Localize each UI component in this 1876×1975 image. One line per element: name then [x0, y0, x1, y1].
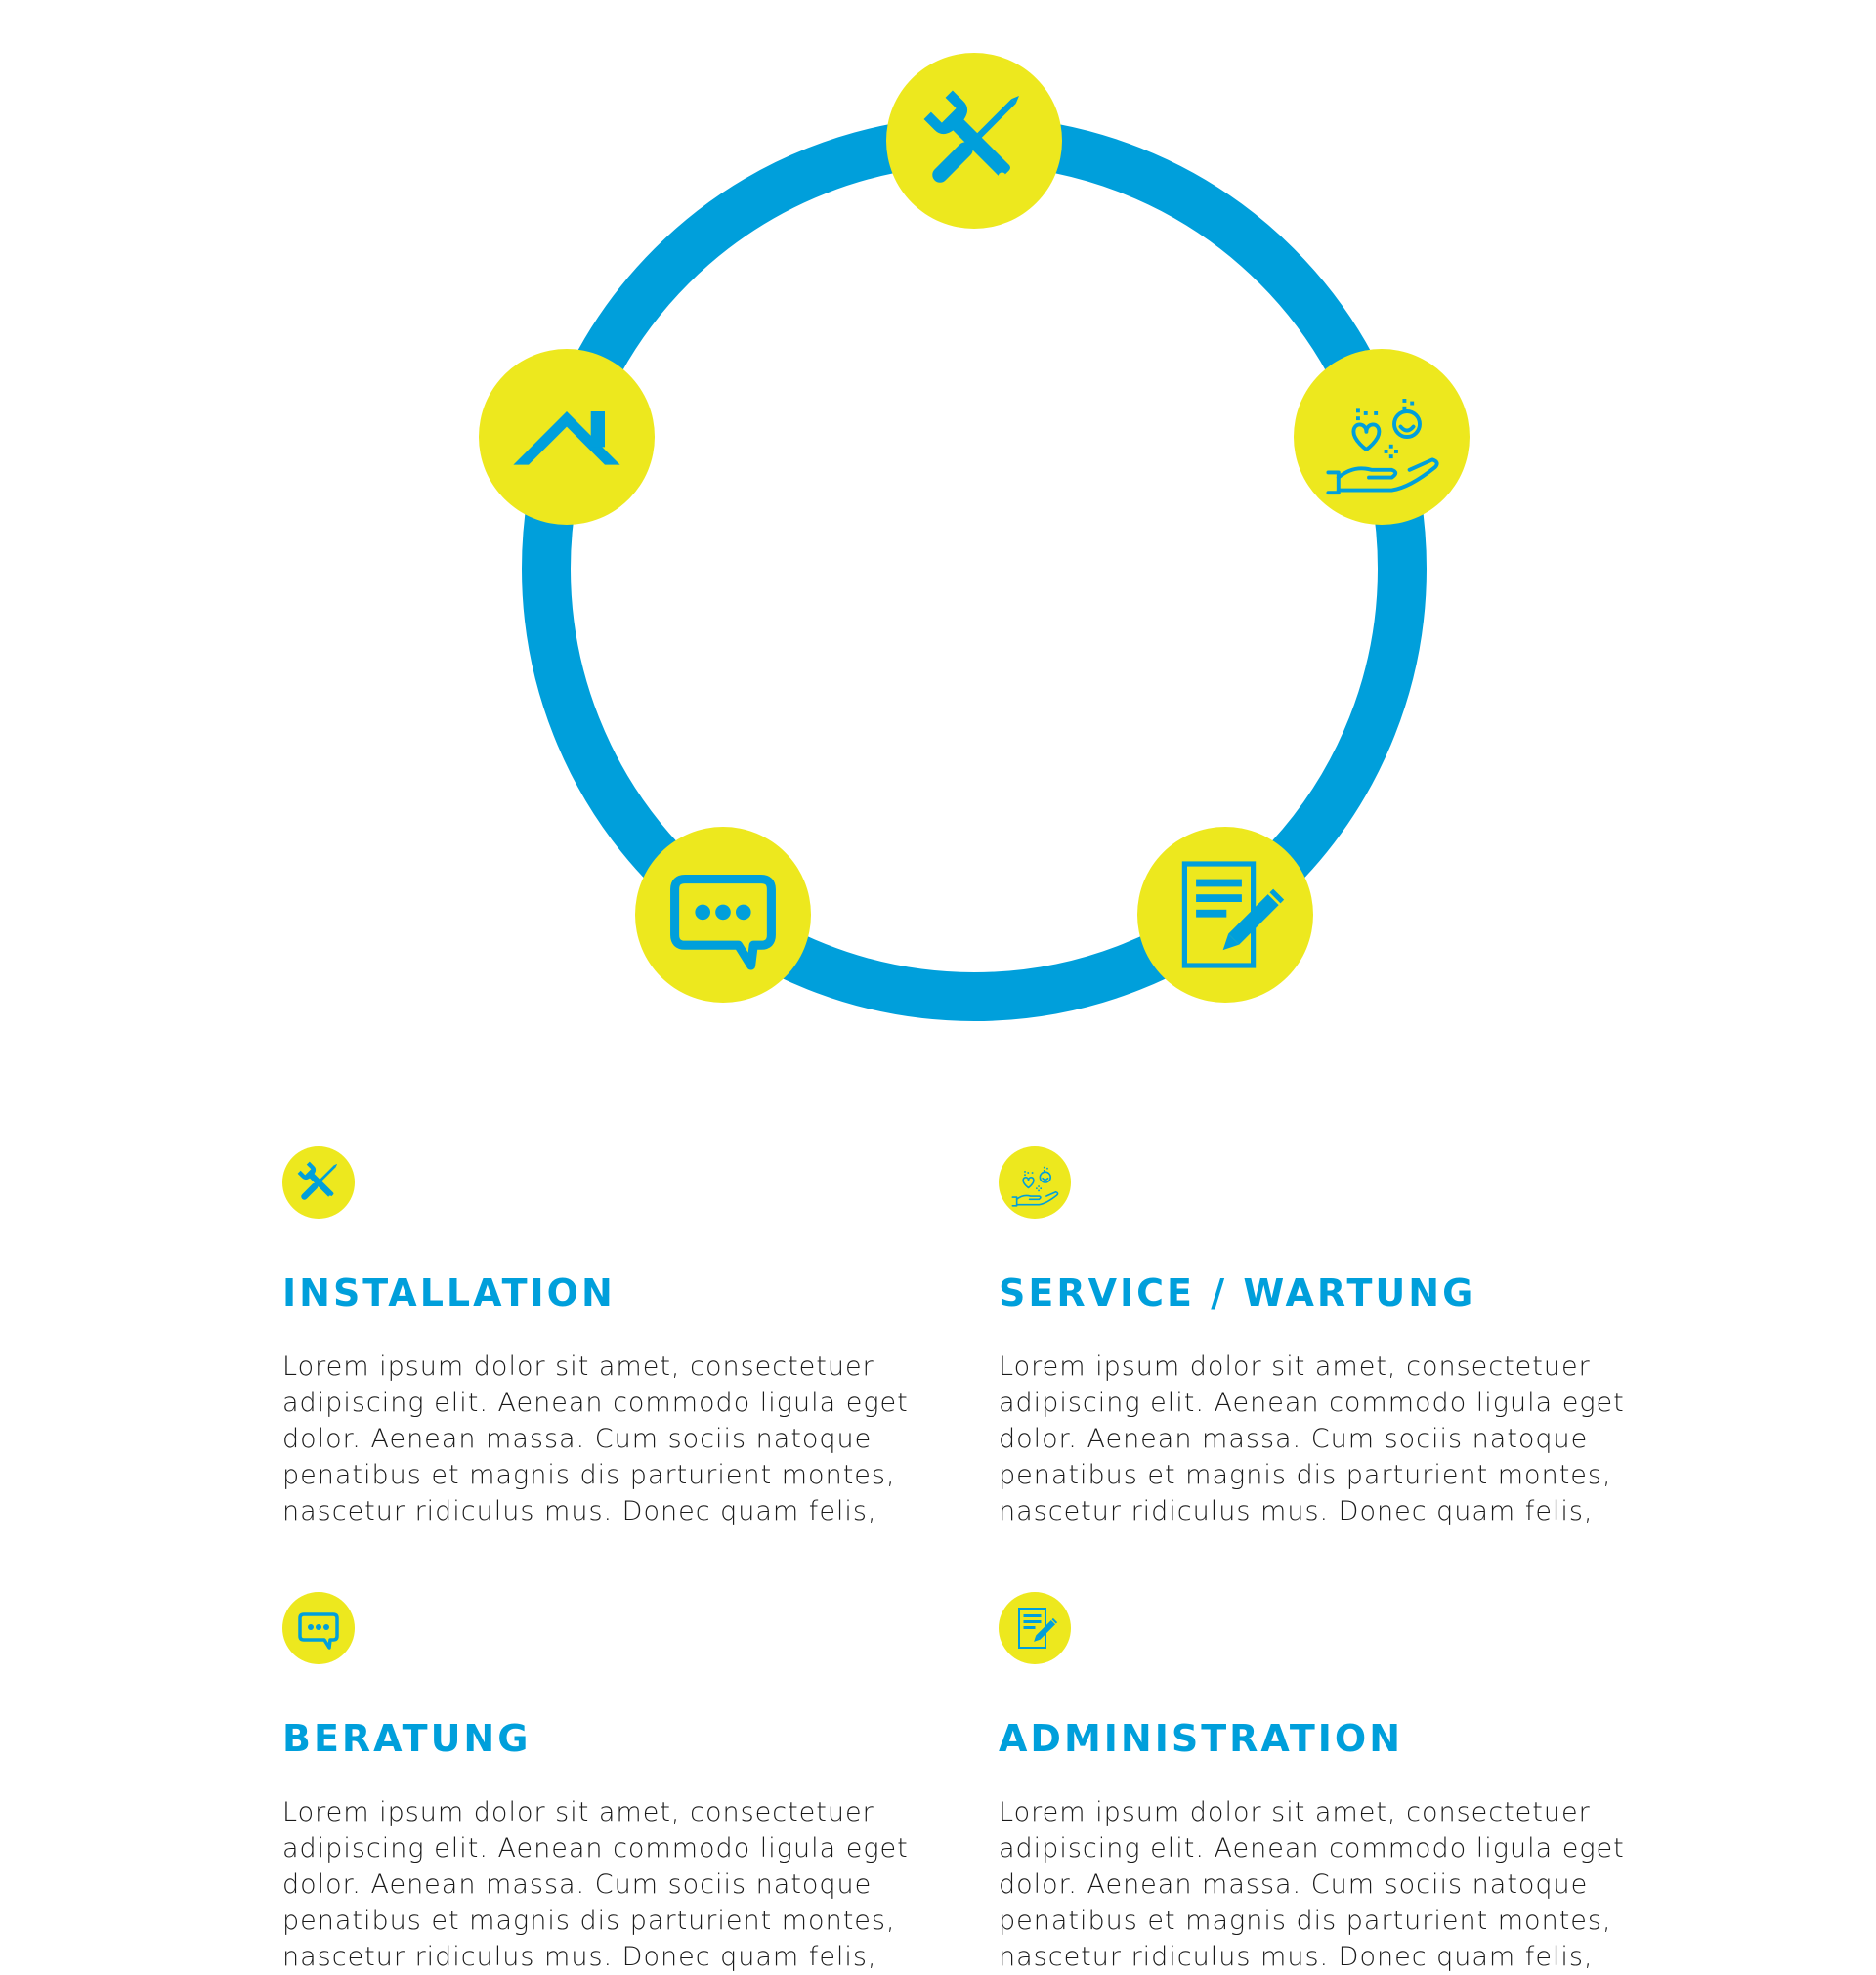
ring-node-home — [479, 349, 655, 525]
tools-icon-badge — [282, 1146, 355, 1219]
ring-node-administration — [1137, 827, 1313, 1003]
service-description: Lorem ipsum dolor sit amet, consectetuer adipiscing elit. Aenean commodo ligula eget dolor. Aenean massa. Cum sociis natoque penatibus et magnis dis parturient montes, nascetur ridiculus mus. Donec quam felis, — [282, 1352, 909, 1526]
service-description: Lorem ipsum dolor sit amet, consectetuer adipiscing elit. Aenean commodo ligula eget dolor. Aenean massa. Cum sociis natoque penatibus et magnis dis parturient montes, nascetur ridiculus mus. Donec quam felis, — [999, 1352, 1625, 1526]
service-title: INSTALLATION — [282, 1271, 616, 1314]
ring-node-beratung — [635, 827, 811, 1003]
service-title: BERATUNG — [282, 1717, 532, 1760]
chat-bubble-icon-badge — [282, 1592, 355, 1664]
document-pen-icon-badge — [999, 1592, 1071, 1664]
service-title: SERVICE / WARTUNG — [999, 1271, 1476, 1314]
service-description: Lorem ipsum dolor sit amet, consectetuer adipiscing elit. Aenean commodo ligula eget dolor. Aenean massa. Cum sociis natoque penatibus et magnis dis parturient montes, nascetur ridiculus mus. Donec quam felis, — [282, 1797, 909, 1972]
ring-node-installation — [886, 53, 1062, 229]
service-title: ADMINISTRATION — [999, 1717, 1404, 1760]
service-description: Lorem ipsum dolor sit amet, consectetuer adipiscing elit. Aenean commodo ligula eget dolor. Aenean massa. Cum sociis natoque penatibus et magnis dis parturient montes, nascetur ridiculus mus. Donec quam felis, — [999, 1797, 1625, 1972]
handshake-care-icon-badge — [999, 1146, 1071, 1219]
ring-node-service — [1294, 349, 1470, 525]
